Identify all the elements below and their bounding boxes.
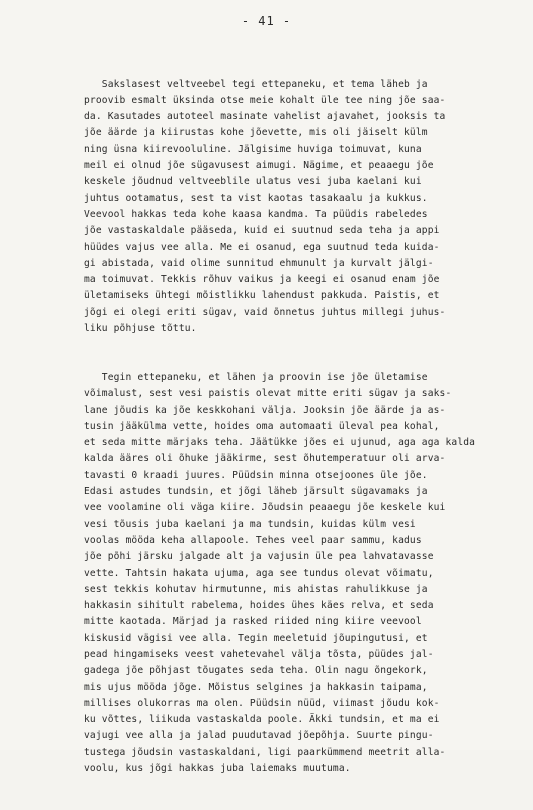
text-line: mis ujus mööda jõge. Mõistus selgines ja hakkasin taipama,: [84, 681, 428, 693]
text-line: tavasti 0 kraadi juures. Püüdsin minna otsejoones üle jõe.: [84, 469, 428, 481]
paragraph-2: [84, 370, 524, 777]
text-line: juhtus ootamatus, sest ta vist kaotas tasakaalu ja kukkus.: [84, 192, 428, 204]
text-line: ma toimuvat. Tekkis rõhuv vaikus ja keegi ei osanud enam jõe: [84, 274, 440, 286]
text-line: ning üsna kiirevooluline. Jälgisime huviga toimuvat, kuna: [84, 143, 422, 155]
text-line: vee voolamine oli väga kiire. Jõudsin peaaegu jõe keskele kui: [84, 502, 446, 514]
text-line: keskele jõudnud veltveeblile ulatus vesi juba kaelani kui: [84, 176, 422, 188]
paragraph-1: [84, 77, 524, 338]
text-line: vesi tõusis juba kaelani ja ma tundsin, kuidas külm vesi: [84, 518, 416, 530]
text-line: Sakslasest veltveebel tegi ettepaneku, et tema läheb ja: [84, 78, 428, 90]
text-line: mitte kaotada. Märjad ja rasked riided ning kiire veevool: [84, 616, 422, 628]
text-line: da. Kasutades autoteel masinate vahelist ajavahet, jooksis ta: [84, 111, 446, 123]
text-line: vajugi vee alla ja jalad puudutavad jõepõhja. Suurte pingu-: [84, 730, 434, 742]
text-line: jõe vastaskaldale pääseda, kuid ei suutnud seda teha ja appi: [84, 225, 440, 237]
text-line: võimalust, sest vesi paistis olevat mitte eriti sügav ja saks-: [84, 388, 452, 400]
text-line: Tegin ettepaneku, et lähen ja proovin ise jõe ületamise: [84, 371, 428, 383]
text-line: liku põhjuse tõttu.: [84, 323, 197, 335]
text-line: sest tekkis kohutav hirmutunne, mis ahistas rahulikkuse ja: [84, 583, 428, 595]
text-line: millises olukorras ma olen. Püüdsin nüüd, viimast jõudu kok-: [84, 697, 440, 709]
text-line: pead hingamiseks veest vahetevahel välja tõsta, püüdes jal-: [84, 648, 434, 660]
text-line: jõgi ei olegi eriti sügav, vaid õnnetus juhtus millegi juhus-: [84, 306, 446, 318]
text-line: gi abistada, vaid olime sunnitud ehmunult ja kurvalt jälgi-: [84, 257, 434, 269]
text-line: kalda ääres oli õhuke jääkirme, sest õhutemperatuur oli arva-: [84, 453, 446, 465]
text-line: jõe põhi järsku jalgade alt ja vajusin üle pea lahvatavasse: [84, 551, 434, 563]
text-line: voolas mööda keha allapoole. Tehes veel paar sammu, kadus: [84, 534, 422, 546]
text-line: kiskusid vägisi vee alla. Tegin meeletuid jõupingutusi, et: [84, 632, 428, 644]
text-line: meil ei olnud jõe sügavusest aimugi. Nägime, et peaaegu jõe: [84, 160, 434, 172]
text-line: gadega jõe põhjast tõugates seda teha. Olin nagu õngekork,: [84, 665, 428, 677]
page-number: - 41 -: [241, 14, 292, 28]
text-line: ületamiseks ühtegi mõistlikku lahendust pakkuda. Paistis, et: [84, 290, 440, 302]
text-line: tustega jõudsin vastaskaldani, ligi paarkümmend meetrit alla-: [84, 746, 446, 758]
text-line: proovib esmalt üksinda otse meie kohalt üle tee ning jõe saa-: [84, 94, 446, 106]
text-line: ku võttes, liikuda vastaskalda poole. Äkki tundsin, et ma ei: [84, 714, 440, 726]
text-line: et seda mitte märjaks teha. Jäätükke jões ei ujunud, aga aga kalda: [84, 437, 476, 449]
text-line: tusin jääkülma vette, hoides oma automaati üleval pea kohal,: [84, 420, 440, 432]
text-line: jõe äärde ja kiirustas kohe jõevette, mis oli jäiselt külm: [84, 127, 428, 139]
text-line: voolu, kus jõgi hakkas juba laiemaks muutuma.: [84, 763, 351, 775]
text-line: lane jõudis ka jõe keskkohani välja. Jooksin jõe äärde ja as-: [84, 404, 446, 416]
text-line: vette. Tahtsin hakata ujuma, aga see tundus olevat võimatu,: [84, 567, 434, 579]
text-line: Edasi astudes tundsin, et jõgi läheb järsult sügavamaks ja: [84, 486, 428, 498]
text-line: hüüdes vajus vee alla. Me ei osanud, ega suutnud teda kuida-: [84, 241, 440, 253]
body-text: [84, 44, 524, 810]
text-line: hakkasin sihitult rabelema, hoides ühes käes relva, et seda: [84, 600, 434, 612]
text-line: Veevool hakkas teda kohe kaasa kandma. Ta püüdis rabeledes: [84, 208, 428, 220]
